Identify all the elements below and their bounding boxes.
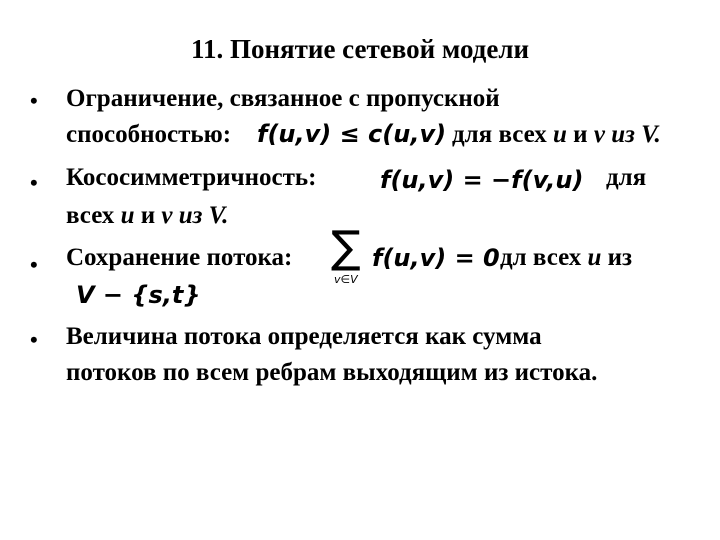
flow-value-text-line1: Величина потока определяется как сумма [66, 323, 542, 350]
flow-conservation-set: V − {s,t} [76, 281, 201, 309]
flow-value-text-line2: потоков по всем ребрам выходящим из истока. [66, 359, 598, 386]
bullet-capacity: • [30, 88, 38, 113]
capacity-tail: для всех u и v из V. [452, 121, 661, 148]
capacity-formula: f(u,v) ≤ c(u,v) [257, 120, 447, 148]
summation-subscript: v∈V [334, 273, 358, 286]
flow-conservation-formula: f(u,v) = 0 [372, 244, 500, 272]
skew-symmetry-tail: для [606, 164, 647, 191]
flow-conservation-text-line1: Сохранение потока: [66, 244, 293, 271]
skew-symmetry-text-line1: Кососимметричность: [66, 164, 317, 191]
capacity-text-line2: способностью: [66, 121, 232, 148]
slide-title: 11. Понятие сетевой модели [190, 34, 530, 64]
capacity-text-line1: Ограничение, связанное с пропускной [66, 85, 500, 112]
summation-symbol: ∑ [331, 222, 361, 273]
bullet-flow-conservation: • [30, 252, 38, 277]
skew-symmetry-text-line2: всех u и v из V. [66, 202, 229, 229]
flow-conservation-tail: дл всех u из [500, 244, 633, 271]
skew-symmetry-formula: f(u,v) = −f(v,u) [380, 166, 584, 194]
bullet-skew-symmetry: • [30, 170, 38, 195]
bullet-flow-value: • [30, 327, 38, 352]
